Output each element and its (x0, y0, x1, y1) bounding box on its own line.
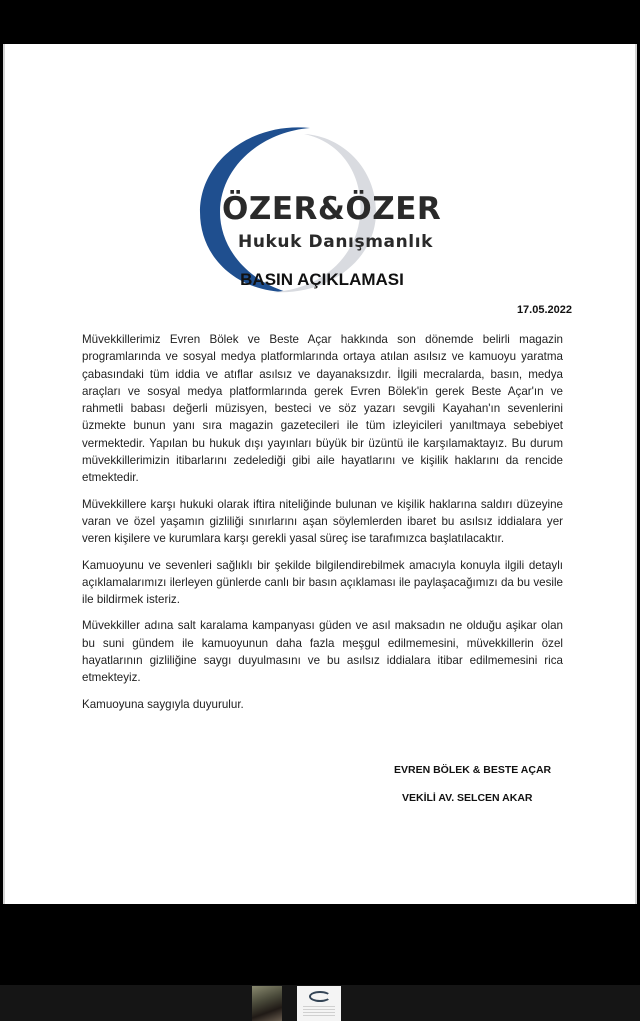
paragraph-3: Kamuoyunu ve sevenleri sağlıklı bir şekilde bilgilendirebilmek amacıyla konuyla ilgili detaylı açıklamalarımızı ilerleyen günlerde canlı bir basın açıklaması ile paylaşacağımızı da bu vesile ile bildirmek isteriz. (82, 558, 563, 607)
document-thumbnail[interactable] (297, 986, 341, 1021)
photo-thumbnail[interactable] (252, 986, 282, 1021)
paragraph-2: Müvekkillere karşı hukuki olarak iftira niteliğinde bulunan ve kişilik haklarına saldırı düzeyine varan ve özel yaşamın gizliliği sınırlarını aşan söylemlerden ibaret bu asılsız iddialara yer veren kişilere ve kurumlara karşı gerekli yasal süreç ise tarafımızca başlatılacaktır. (82, 497, 563, 546)
document-date: 17.05.2022 (516, 304, 572, 316)
paragraph-5: Kamuoyuna saygıyla duyurulur. (82, 697, 244, 711)
viewer-top-bar (0, 0, 640, 44)
logo-firm-name: ÖZER&ÖZER (222, 191, 442, 227)
thumbnail-text-lines (303, 1006, 335, 1018)
thumbnail-logo-icon (309, 991, 331, 1002)
document-body (82, 331, 563, 722)
viewer-background (0, 904, 640, 985)
paragraph-4: Müvekkiller adına salt karalama kampanyası güden ve asıl maksadın ne olduğu aşikar olan bu suni gündem ile kamuoyunun daha fazla meşgul edilmemesini, müvekkillerin özel hayatlarının gizliliğine saygı duyulmasını ve bu asılsız iddialara itibar edilmemesini rica etmekteyiz. (82, 619, 563, 685)
document-title: BASIN AÇIKLAMASI (240, 270, 404, 289)
logo-subtitle: Hukuk Danışmanlık (238, 232, 434, 252)
press-release-document (3, 44, 637, 904)
paragraph-1: Müvekkillerimiz Evren Bölek ve Beste Açar hakkında son dönemde belirli magazin programlarında ve sosyal medya platformlarında ortaya atılan asılsız ve kamuoyu yaratma çabasındaki tüm iddia ve atıflar asılsız ve dayanaksızdır. İlgili mecralarda, basın, medya araçları ve sosyal medya platformlarında gerek Evren Bölek'in gerek Beste Açar'ın ve rahmetli babası değerli müzisyen, besteci ve söz yazarı sevgili Kayahan'ın sevenlerini üzmekte bunun yanı sıra magazin gazetecileri ile tüm izleyicileri yanıltmaya sebebiyet vermektedir. Yapılan bu hukuk dışı yayınları büyük bir üzüntü ile karşılamaktayız. Bu durum müvekkillerimizin itibarlarını zedelediği gibi aile hayatlarını ve kişilik haklarını da rencide etmektedir. (82, 333, 563, 485)
signature-attorney: VEKİLİ AV. SELCEN AKAR (402, 792, 533, 804)
signature-clients: EVREN BÖLEK & BESTE AÇAR (394, 764, 552, 776)
